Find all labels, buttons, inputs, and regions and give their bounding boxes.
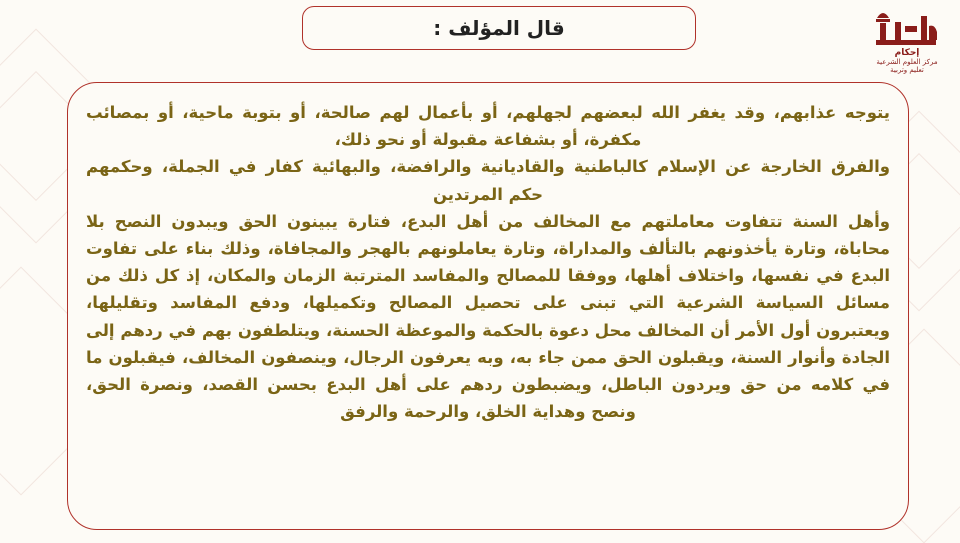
logo-name: إحكام xyxy=(894,48,920,58)
logo-icon xyxy=(871,6,943,48)
content-frame xyxy=(67,82,909,530)
logo xyxy=(862,6,952,80)
paragraph: والفرق الخارجة عن الإسلام كالباطنية والقاديانية والرافضة، والبهائية كفار في الجملة، وحكمهم حكم المرتدين xyxy=(86,157,890,204)
paragraph: يتوجه عذابهم، وقد يغفر الله لبعضهم لجهلهم، أو بأعمال لهم صالحة، أو بتوبة ماحية، أو بمصائب مكفرة، أو بشفاعة مقبولة أو نحو ذلك، xyxy=(86,103,890,150)
logo-subtitle: مركز العلوم الشرعية xyxy=(876,58,938,66)
title-frame xyxy=(302,6,696,50)
logo-tagline: تعليم وتربية xyxy=(890,66,924,74)
paragraph: وأهل السنة تتفاوت معاملتهم مع المخالف من أهل البدع، فتارة يبينون الحق ويبدون النصح بلا محاباة، وتارة يأخذونهم بالتألف والمداراة، وتارة يعاملونهم بالهجر والمجافاة، وذلك بناء على تفاوت البدع في نفسها، واختلاف أهلها، ووفقا للمصالح والمفاسد المترتبة الزمان والمكان، إذ كل ذلك من مسائل السياسة الشرعية التي تبنى على تحصيل المصالح وتكميلها، ودفع المفاسد وتقليلها، ويعتبرون أول الأمر أن المخالف محل دعوة بالحكمة والموعظة الحسنة، ويتلطفون بهم في ردهم إلى الجادة وأنوار السنة، ويقبلون الحق ممن جاء به، وبه يعرفون الرجال، وينصفون المخالف، فيقبلون ما في كلامه من حق ويردون الباطل، ويضبطون ردهم على أهل البدع بحسن القصد، ونصرة الحق، ونصح وهداية الخلق، والرحمة والرفق xyxy=(86,211,890,422)
slide-title: قال المؤلف : xyxy=(433,16,565,40)
body-text xyxy=(86,99,890,425)
